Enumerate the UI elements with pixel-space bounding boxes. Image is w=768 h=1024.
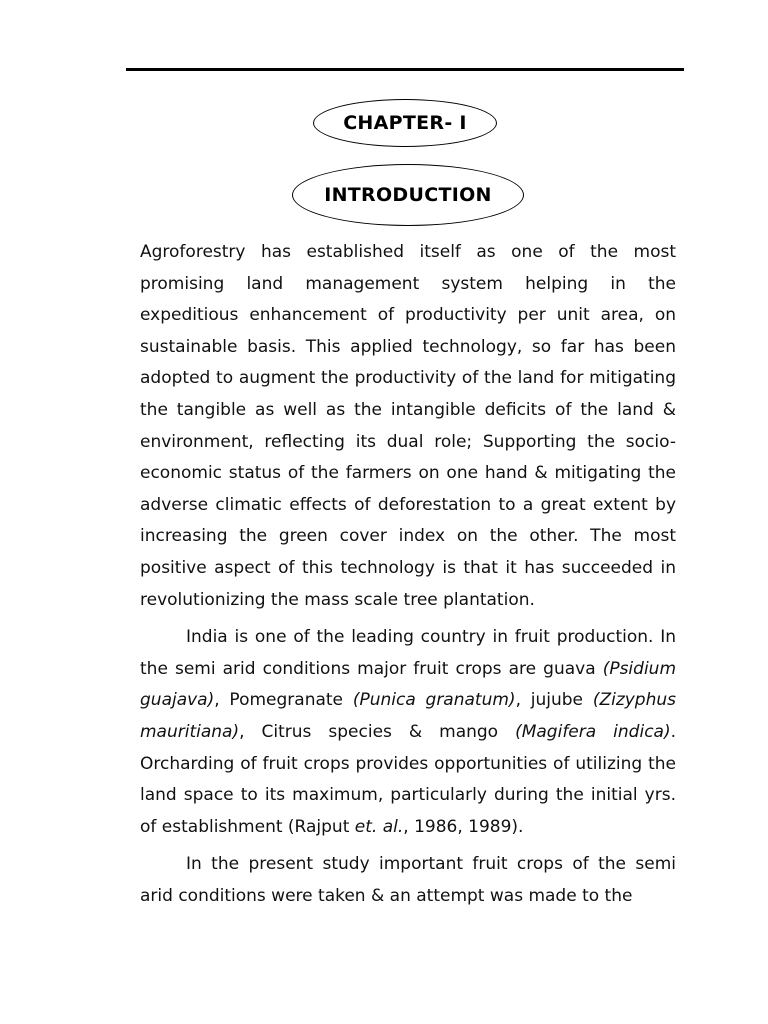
title-heading-oval xyxy=(292,164,524,226)
paragraph-1: Agroforestry has established itself as one of the most promising land management system helping in the expeditious enhancement of productivity per unit area, on sustainable basis. This applied technology, so far has been adopted to augment the productivity of the land for mitigating the tangible as well as the intangible deficits of the land & environment, reflecting its dual role; Supporting the socio-economic status of the farmers on one hand & mitigating the adverse climatic effects of deforestation to a great extent by increasing the green cover index on the other. The most positive aspect of this technology is that it has succeeded in revolutionizing the mass scale tree plantation. xyxy=(140,242,676,610)
scientific-name-mango: (Magifera indica) xyxy=(515,721,671,742)
paragraph-2-text: , jujube xyxy=(515,690,593,711)
scientific-name-jujube: (Zizyphus mauritiana) xyxy=(140,690,676,742)
scientific-name-pomegranate: (Punica granatum) xyxy=(352,690,516,711)
body-text xyxy=(140,237,676,912)
paragraph-2-text: , Citrus species & mango xyxy=(239,721,516,742)
paragraph-2-text: . Orcharding of fruit crops provides opportunities of utilizing the land space to its maximum, particularly during the initial yrs. of establishment (Rajput xyxy=(140,721,676,837)
scientific-name-guava: (Psidium guajava) xyxy=(140,658,676,711)
chapter-heading-oval xyxy=(313,99,497,147)
paragraph-2-text: India is one of the leading country in fruit production. In the semi arid conditions major fruit crops are guava xyxy=(140,627,676,679)
paragraph-2-text: , 1986, 1989). xyxy=(403,816,524,837)
paragraph-2-text: , Pomegranate xyxy=(214,690,353,711)
page-title: INTRODUCTION xyxy=(324,184,492,206)
chapter-heading: CHAPTER- I xyxy=(343,112,467,134)
top-horizontal-rule xyxy=(126,68,684,71)
paragraph-2 xyxy=(140,622,676,843)
paragraph-3: In the present study important fruit crops of the semi arid conditions were taken & an attempt was made to the xyxy=(140,854,676,906)
citation-etal: et. al. xyxy=(354,816,404,837)
